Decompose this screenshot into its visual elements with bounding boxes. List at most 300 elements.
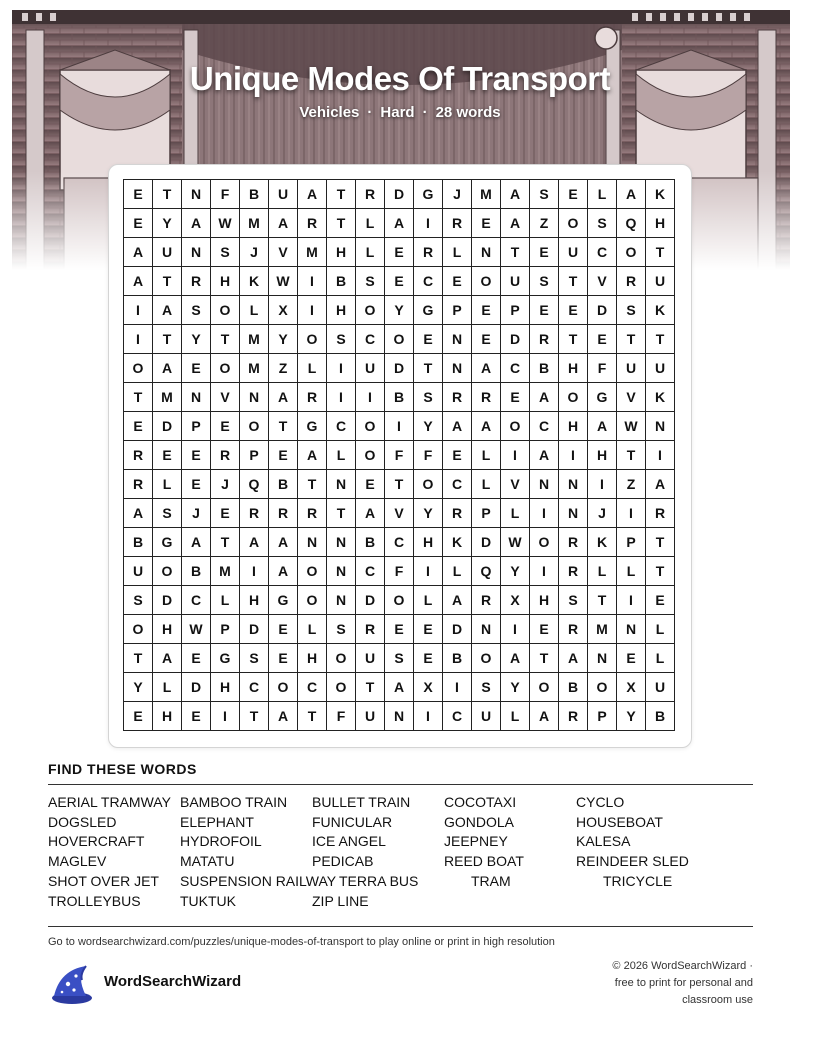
grid-cell[interactable]: N bbox=[530, 470, 559, 499]
grid-cell[interactable]: C bbox=[385, 528, 414, 557]
grid-cell[interactable]: S bbox=[588, 209, 617, 238]
grid-cell[interactable]: E bbox=[356, 470, 385, 499]
grid-cell[interactable]: L bbox=[443, 557, 472, 586]
grid-cell[interactable]: G bbox=[414, 296, 443, 325]
grid-cell[interactable]: O bbox=[298, 325, 327, 354]
grid-cell[interactable]: N bbox=[443, 325, 472, 354]
grid-cell[interactable]: T bbox=[414, 354, 443, 383]
grid-cell[interactable]: N bbox=[240, 383, 269, 412]
grid-cell[interactable]: S bbox=[559, 586, 588, 615]
grid-cell[interactable]: N bbox=[472, 615, 501, 644]
grid-cell[interactable]: G bbox=[588, 383, 617, 412]
grid-cell[interactable]: O bbox=[559, 209, 588, 238]
grid-cell[interactable]: E bbox=[211, 412, 240, 441]
grid-cell[interactable]: V bbox=[385, 499, 414, 528]
grid-cell[interactable]: W bbox=[501, 528, 530, 557]
grid-cell[interactable]: C bbox=[298, 673, 327, 702]
grid-cell[interactable]: E bbox=[472, 209, 501, 238]
grid-cell[interactable]: L bbox=[501, 499, 530, 528]
grid-cell[interactable]: R bbox=[530, 325, 559, 354]
grid-cell[interactable]: H bbox=[588, 441, 617, 470]
grid-cell[interactable]: D bbox=[385, 180, 414, 209]
grid-cell[interactable]: I bbox=[211, 702, 240, 731]
grid-cell[interactable]: N bbox=[385, 702, 414, 731]
grid-cell[interactable]: T bbox=[240, 702, 269, 731]
grid-cell[interactable]: A bbox=[269, 702, 298, 731]
grid-cell[interactable]: O bbox=[472, 267, 501, 296]
grid-cell[interactable]: K bbox=[646, 296, 675, 325]
grid-cell[interactable]: R bbox=[617, 267, 646, 296]
grid-cell[interactable]: R bbox=[298, 209, 327, 238]
grid-cell[interactable]: E bbox=[269, 644, 298, 673]
grid-cell[interactable]: A bbox=[472, 354, 501, 383]
grid-cell[interactable]: L bbox=[617, 557, 646, 586]
grid-cell[interactable]: R bbox=[269, 499, 298, 528]
grid-cell[interactable]: E bbox=[124, 209, 153, 238]
grid-cell[interactable]: P bbox=[501, 296, 530, 325]
grid-cell[interactable]: B bbox=[240, 180, 269, 209]
grid-cell[interactable]: L bbox=[646, 615, 675, 644]
grid-cell[interactable]: E bbox=[443, 267, 472, 296]
grid-cell[interactable]: E bbox=[414, 325, 443, 354]
grid-cell[interactable]: A bbox=[472, 412, 501, 441]
grid-cell[interactable]: E bbox=[530, 238, 559, 267]
grid-cell[interactable]: T bbox=[327, 499, 356, 528]
grid-cell[interactable]: S bbox=[356, 267, 385, 296]
grid-cell[interactable]: D bbox=[443, 615, 472, 644]
grid-cell[interactable]: N bbox=[327, 528, 356, 557]
grid-cell[interactable]: E bbox=[269, 441, 298, 470]
grid-cell[interactable]: H bbox=[530, 586, 559, 615]
grid-cell[interactable]: S bbox=[240, 644, 269, 673]
grid-cell[interactable]: R bbox=[472, 586, 501, 615]
grid-cell[interactable]: A bbox=[501, 644, 530, 673]
grid-cell[interactable]: O bbox=[356, 296, 385, 325]
grid-cell[interactable]: B bbox=[182, 557, 211, 586]
grid-cell[interactable]: B bbox=[530, 354, 559, 383]
grid-cell[interactable]: O bbox=[153, 557, 182, 586]
grid-cell[interactable]: E bbox=[414, 644, 443, 673]
grid-cell[interactable]: O bbox=[124, 615, 153, 644]
grid-cell[interactable]: R bbox=[298, 499, 327, 528]
grid-cell[interactable]: R bbox=[559, 615, 588, 644]
grid-cell[interactable]: A bbox=[501, 209, 530, 238]
grid-cell[interactable]: V bbox=[588, 267, 617, 296]
grid-cell[interactable]: N bbox=[298, 528, 327, 557]
grid-cell[interactable]: I bbox=[530, 499, 559, 528]
grid-cell[interactable]: I bbox=[501, 441, 530, 470]
grid-cell[interactable]: H bbox=[559, 354, 588, 383]
grid-cell[interactable]: I bbox=[617, 499, 646, 528]
grid-cell[interactable]: A bbox=[269, 528, 298, 557]
grid-cell[interactable]: B bbox=[124, 528, 153, 557]
grid-cell[interactable]: R bbox=[414, 238, 443, 267]
grid-cell[interactable]: Z bbox=[530, 209, 559, 238]
grid-cell[interactable]: H bbox=[414, 528, 443, 557]
grid-cell[interactable]: T bbox=[124, 383, 153, 412]
grid-cell[interactable]: C bbox=[443, 470, 472, 499]
grid-cell[interactable]: A bbox=[153, 296, 182, 325]
grid-cell[interactable]: D bbox=[501, 325, 530, 354]
grid-cell[interactable]: E bbox=[472, 296, 501, 325]
grid-cell[interactable]: A bbox=[269, 209, 298, 238]
grid-cell[interactable]: O bbox=[385, 586, 414, 615]
grid-cell[interactable]: S bbox=[327, 615, 356, 644]
grid-cell[interactable]: S bbox=[327, 325, 356, 354]
grid-cell[interactable]: V bbox=[211, 383, 240, 412]
grid-cell[interactable]: B bbox=[443, 644, 472, 673]
grid-cell[interactable]: O bbox=[617, 238, 646, 267]
grid-cell[interactable]: G bbox=[153, 528, 182, 557]
grid-cell[interactable]: H bbox=[327, 296, 356, 325]
grid-cell[interactable]: A bbox=[646, 470, 675, 499]
grid-cell[interactable]: R bbox=[211, 441, 240, 470]
grid-cell[interactable]: T bbox=[211, 325, 240, 354]
grid-cell[interactable]: J bbox=[211, 470, 240, 499]
grid-cell[interactable]: N bbox=[327, 470, 356, 499]
grid-cell[interactable]: A bbox=[298, 180, 327, 209]
grid-cell[interactable]: E bbox=[182, 354, 211, 383]
grid-cell[interactable]: H bbox=[298, 644, 327, 673]
grid-cell[interactable]: D bbox=[472, 528, 501, 557]
grid-cell[interactable]: W bbox=[211, 209, 240, 238]
grid-cell[interactable]: H bbox=[153, 615, 182, 644]
grid-cell[interactable]: I bbox=[124, 325, 153, 354]
grid-cell[interactable]: O bbox=[211, 354, 240, 383]
grid-cell[interactable]: S bbox=[182, 296, 211, 325]
grid-cell[interactable]: T bbox=[646, 557, 675, 586]
grid-cell[interactable]: U bbox=[617, 354, 646, 383]
grid-cell[interactable]: I bbox=[414, 702, 443, 731]
grid-cell[interactable]: L bbox=[356, 209, 385, 238]
grid-cell[interactable]: S bbox=[530, 267, 559, 296]
grid-cell[interactable]: Y bbox=[385, 296, 414, 325]
grid-cell[interactable]: A bbox=[153, 354, 182, 383]
grid-cell[interactable]: J bbox=[182, 499, 211, 528]
grid-cell[interactable]: O bbox=[559, 383, 588, 412]
grid-cell[interactable]: C bbox=[327, 412, 356, 441]
grid-cell[interactable]: K bbox=[646, 383, 675, 412]
grid-cell[interactable]: C bbox=[182, 586, 211, 615]
grid-cell[interactable]: N bbox=[327, 557, 356, 586]
grid-cell[interactable]: A bbox=[269, 557, 298, 586]
grid-cell[interactable]: U bbox=[356, 702, 385, 731]
grid-cell[interactable]: A bbox=[443, 586, 472, 615]
grid-cell[interactable]: A bbox=[269, 383, 298, 412]
grid-cell[interactable]: E bbox=[182, 644, 211, 673]
grid-cell[interactable]: O bbox=[530, 673, 559, 702]
grid-cell[interactable]: H bbox=[646, 209, 675, 238]
grid-cell[interactable]: L bbox=[153, 673, 182, 702]
grid-cell[interactable]: O bbox=[327, 673, 356, 702]
grid-cell[interactable]: I bbox=[617, 586, 646, 615]
grid-cell[interactable]: E bbox=[559, 180, 588, 209]
grid-cell[interactable]: Z bbox=[269, 354, 298, 383]
grid-cell[interactable]: H bbox=[559, 412, 588, 441]
grid-cell[interactable]: I bbox=[414, 209, 443, 238]
grid-cell[interactable]: D bbox=[385, 354, 414, 383]
grid-cell[interactable]: L bbox=[588, 557, 617, 586]
grid-cell[interactable]: A bbox=[385, 673, 414, 702]
grid-cell[interactable]: T bbox=[559, 325, 588, 354]
grid-cell[interactable]: A bbox=[617, 180, 646, 209]
grid-cell[interactable]: M bbox=[240, 354, 269, 383]
grid-cell[interactable]: A bbox=[124, 267, 153, 296]
grid-cell[interactable]: U bbox=[124, 557, 153, 586]
grid-cell[interactable]: E bbox=[124, 702, 153, 731]
grid-cell[interactable]: U bbox=[472, 702, 501, 731]
grid-cell[interactable]: I bbox=[385, 412, 414, 441]
grid-cell[interactable]: J bbox=[240, 238, 269, 267]
grid-cell[interactable]: R bbox=[356, 615, 385, 644]
grid-cell[interactable]: A bbox=[298, 441, 327, 470]
grid-cell[interactable]: N bbox=[559, 499, 588, 528]
grid-cell[interactable]: B bbox=[356, 528, 385, 557]
grid-cell[interactable]: N bbox=[182, 238, 211, 267]
grid-cell[interactable]: F bbox=[414, 441, 443, 470]
grid-cell[interactable]: E bbox=[443, 441, 472, 470]
grid-cell[interactable]: I bbox=[559, 441, 588, 470]
grid-cell[interactable]: B bbox=[327, 267, 356, 296]
grid-cell[interactable]: R bbox=[559, 528, 588, 557]
grid-cell[interactable]: Y bbox=[617, 702, 646, 731]
grid-cell[interactable]: F bbox=[385, 557, 414, 586]
grid-cell[interactable]: E bbox=[153, 441, 182, 470]
grid-cell[interactable]: P bbox=[472, 499, 501, 528]
grid-cell[interactable]: X bbox=[269, 296, 298, 325]
grid-cell[interactable]: P bbox=[443, 296, 472, 325]
grid-cell[interactable]: B bbox=[269, 470, 298, 499]
grid-cell[interactable]: W bbox=[182, 615, 211, 644]
grid-cell[interactable]: M bbox=[211, 557, 240, 586]
grid-cell[interactable]: X bbox=[617, 673, 646, 702]
grid-cell[interactable]: S bbox=[211, 238, 240, 267]
grid-cell[interactable]: R bbox=[472, 383, 501, 412]
grid-cell[interactable]: C bbox=[240, 673, 269, 702]
grid-cell[interactable]: E bbox=[269, 615, 298, 644]
grid-cell[interactable]: A bbox=[559, 644, 588, 673]
grid-cell[interactable]: M bbox=[472, 180, 501, 209]
grid-cell[interactable]: G bbox=[211, 644, 240, 673]
grid-cell[interactable]: R bbox=[124, 470, 153, 499]
grid-cell[interactable]: B bbox=[385, 383, 414, 412]
grid-cell[interactable]: A bbox=[530, 441, 559, 470]
grid-cell[interactable]: R bbox=[356, 180, 385, 209]
grid-cell[interactable]: A bbox=[182, 528, 211, 557]
grid-cell[interactable]: O bbox=[530, 528, 559, 557]
grid-cell[interactable]: U bbox=[501, 267, 530, 296]
grid-cell[interactable]: O bbox=[472, 644, 501, 673]
grid-cell[interactable]: Y bbox=[182, 325, 211, 354]
grid-cell[interactable]: T bbox=[153, 267, 182, 296]
grid-cell[interactable]: U bbox=[646, 673, 675, 702]
grid-cell[interactable]: Y bbox=[124, 673, 153, 702]
grid-cell[interactable]: F bbox=[385, 441, 414, 470]
grid-cell[interactable]: N bbox=[617, 615, 646, 644]
grid-cell[interactable]: G bbox=[298, 412, 327, 441]
grid-cell[interactable]: D bbox=[356, 586, 385, 615]
grid-cell[interactable]: Y bbox=[501, 557, 530, 586]
grid-cell[interactable]: T bbox=[356, 673, 385, 702]
grid-cell[interactable]: N bbox=[182, 180, 211, 209]
grid-cell[interactable]: C bbox=[443, 702, 472, 731]
grid-cell[interactable]: A bbox=[240, 528, 269, 557]
grid-cell[interactable]: I bbox=[298, 267, 327, 296]
grid-cell[interactable]: Z bbox=[617, 470, 646, 499]
grid-cell[interactable]: B bbox=[646, 702, 675, 731]
grid-cell[interactable]: H bbox=[211, 267, 240, 296]
grid-cell[interactable]: L bbox=[240, 296, 269, 325]
grid-cell[interactable]: L bbox=[472, 470, 501, 499]
grid-cell[interactable]: C bbox=[588, 238, 617, 267]
grid-cell[interactable]: Q bbox=[240, 470, 269, 499]
grid-cell[interactable]: E bbox=[385, 267, 414, 296]
grid-cell[interactable]: I bbox=[240, 557, 269, 586]
grid-cell[interactable]: M bbox=[240, 325, 269, 354]
grid-cell[interactable]: F bbox=[327, 702, 356, 731]
grid-cell[interactable]: M bbox=[240, 209, 269, 238]
grid-cell[interactable]: T bbox=[269, 412, 298, 441]
grid-cell[interactable]: S bbox=[385, 644, 414, 673]
grid-cell[interactable]: O bbox=[385, 325, 414, 354]
grid-cell[interactable]: R bbox=[646, 499, 675, 528]
grid-cell[interactable]: E bbox=[559, 296, 588, 325]
grid-cell[interactable]: L bbox=[443, 238, 472, 267]
grid-cell[interactable]: L bbox=[153, 470, 182, 499]
grid-cell[interactable]: H bbox=[240, 586, 269, 615]
grid-cell[interactable]: S bbox=[530, 180, 559, 209]
grid-cell[interactable]: E bbox=[617, 644, 646, 673]
grid-cell[interactable]: G bbox=[269, 586, 298, 615]
grid-cell[interactable]: D bbox=[240, 615, 269, 644]
grid-cell[interactable]: E bbox=[530, 615, 559, 644]
grid-cell[interactable]: A bbox=[501, 180, 530, 209]
grid-cell[interactable]: D bbox=[182, 673, 211, 702]
grid-cell[interactable]: A bbox=[124, 499, 153, 528]
grid-cell[interactable]: U bbox=[356, 354, 385, 383]
grid-cell[interactable]: O bbox=[414, 470, 443, 499]
grid-cell[interactable]: T bbox=[588, 586, 617, 615]
grid-cell[interactable]: Y bbox=[153, 209, 182, 238]
grid-cell[interactable]: R bbox=[298, 383, 327, 412]
grid-cell[interactable]: E bbox=[385, 615, 414, 644]
grid-cell[interactable]: R bbox=[182, 267, 211, 296]
grid-cell[interactable]: I bbox=[646, 441, 675, 470]
grid-cell[interactable]: L bbox=[501, 702, 530, 731]
grid-cell[interactable]: T bbox=[153, 325, 182, 354]
grid-cell[interactable]: N bbox=[472, 238, 501, 267]
grid-cell[interactable]: S bbox=[414, 383, 443, 412]
grid-cell[interactable]: Y bbox=[414, 499, 443, 528]
grid-cell[interactable]: T bbox=[124, 644, 153, 673]
grid-cell[interactable]: I bbox=[356, 383, 385, 412]
grid-cell[interactable]: U bbox=[559, 238, 588, 267]
grid-cell[interactable]: R bbox=[443, 499, 472, 528]
grid-cell[interactable]: T bbox=[646, 325, 675, 354]
grid-cell[interactable]: O bbox=[356, 441, 385, 470]
grid-cell[interactable]: R bbox=[443, 383, 472, 412]
grid-cell[interactable]: L bbox=[646, 644, 675, 673]
grid-cell[interactable]: E bbox=[530, 296, 559, 325]
grid-cell[interactable]: C bbox=[530, 412, 559, 441]
grid-cell[interactable]: I bbox=[501, 615, 530, 644]
grid-cell[interactable]: F bbox=[211, 180, 240, 209]
grid-cell[interactable]: T bbox=[501, 238, 530, 267]
grid-cell[interactable]: E bbox=[414, 615, 443, 644]
grid-cell[interactable]: L bbox=[472, 441, 501, 470]
grid-cell[interactable]: U bbox=[356, 644, 385, 673]
grid-cell[interactable]: E bbox=[124, 180, 153, 209]
grid-cell[interactable]: R bbox=[443, 209, 472, 238]
grid-cell[interactable]: A bbox=[182, 209, 211, 238]
grid-cell[interactable]: C bbox=[501, 354, 530, 383]
grid-cell[interactable]: L bbox=[414, 586, 443, 615]
grid-cell[interactable]: R bbox=[559, 702, 588, 731]
grid-cell[interactable]: A bbox=[588, 412, 617, 441]
grid-cell[interactable]: D bbox=[153, 586, 182, 615]
grid-cell[interactable]: O bbox=[124, 354, 153, 383]
grid-cell[interactable]: Y bbox=[414, 412, 443, 441]
grid-cell[interactable]: A bbox=[356, 499, 385, 528]
grid-cell[interactable]: O bbox=[211, 296, 240, 325]
grid-cell[interactable]: L bbox=[356, 238, 385, 267]
grid-cell[interactable]: S bbox=[472, 673, 501, 702]
grid-cell[interactable]: E bbox=[211, 499, 240, 528]
grid-cell[interactable]: L bbox=[327, 441, 356, 470]
grid-cell[interactable]: O bbox=[588, 673, 617, 702]
grid-cell[interactable]: M bbox=[298, 238, 327, 267]
grid-cell[interactable]: K bbox=[646, 180, 675, 209]
grid-cell[interactable]: I bbox=[298, 296, 327, 325]
grid-cell[interactable]: S bbox=[617, 296, 646, 325]
grid-cell[interactable]: E bbox=[646, 586, 675, 615]
grid-cell[interactable]: R bbox=[124, 441, 153, 470]
grid-cell[interactable]: T bbox=[385, 470, 414, 499]
grid-cell[interactable]: U bbox=[153, 238, 182, 267]
grid-cell[interactable]: X bbox=[414, 673, 443, 702]
grid-cell[interactable]: S bbox=[124, 586, 153, 615]
grid-cell[interactable]: W bbox=[269, 267, 298, 296]
grid-cell[interactable]: I bbox=[530, 557, 559, 586]
grid-cell[interactable]: U bbox=[646, 267, 675, 296]
grid-cell[interactable]: P bbox=[211, 615, 240, 644]
grid-cell[interactable]: N bbox=[646, 412, 675, 441]
grid-cell[interactable]: F bbox=[588, 354, 617, 383]
grid-cell[interactable]: I bbox=[124, 296, 153, 325]
grid-cell[interactable]: E bbox=[501, 383, 530, 412]
grid-cell[interactable]: P bbox=[182, 412, 211, 441]
grid-cell[interactable]: I bbox=[327, 354, 356, 383]
letter-grid[interactable] bbox=[123, 179, 675, 731]
grid-cell[interactable]: K bbox=[588, 528, 617, 557]
grid-cell[interactable]: E bbox=[124, 412, 153, 441]
grid-cell[interactable]: O bbox=[501, 412, 530, 441]
grid-cell[interactable]: C bbox=[414, 267, 443, 296]
grid-cell[interactable]: M bbox=[153, 383, 182, 412]
grid-cell[interactable]: T bbox=[617, 325, 646, 354]
grid-cell[interactable]: J bbox=[588, 499, 617, 528]
grid-cell[interactable]: Q bbox=[472, 557, 501, 586]
grid-cell[interactable]: T bbox=[327, 209, 356, 238]
grid-cell[interactable]: V bbox=[501, 470, 530, 499]
grid-cell[interactable]: E bbox=[472, 325, 501, 354]
grid-cell[interactable]: N bbox=[327, 586, 356, 615]
grid-cell[interactable]: Y bbox=[269, 325, 298, 354]
grid-cell[interactable]: X bbox=[501, 586, 530, 615]
grid-cell[interactable]: O bbox=[327, 644, 356, 673]
grid-cell[interactable]: A bbox=[124, 238, 153, 267]
grid-cell[interactable]: Y bbox=[501, 673, 530, 702]
